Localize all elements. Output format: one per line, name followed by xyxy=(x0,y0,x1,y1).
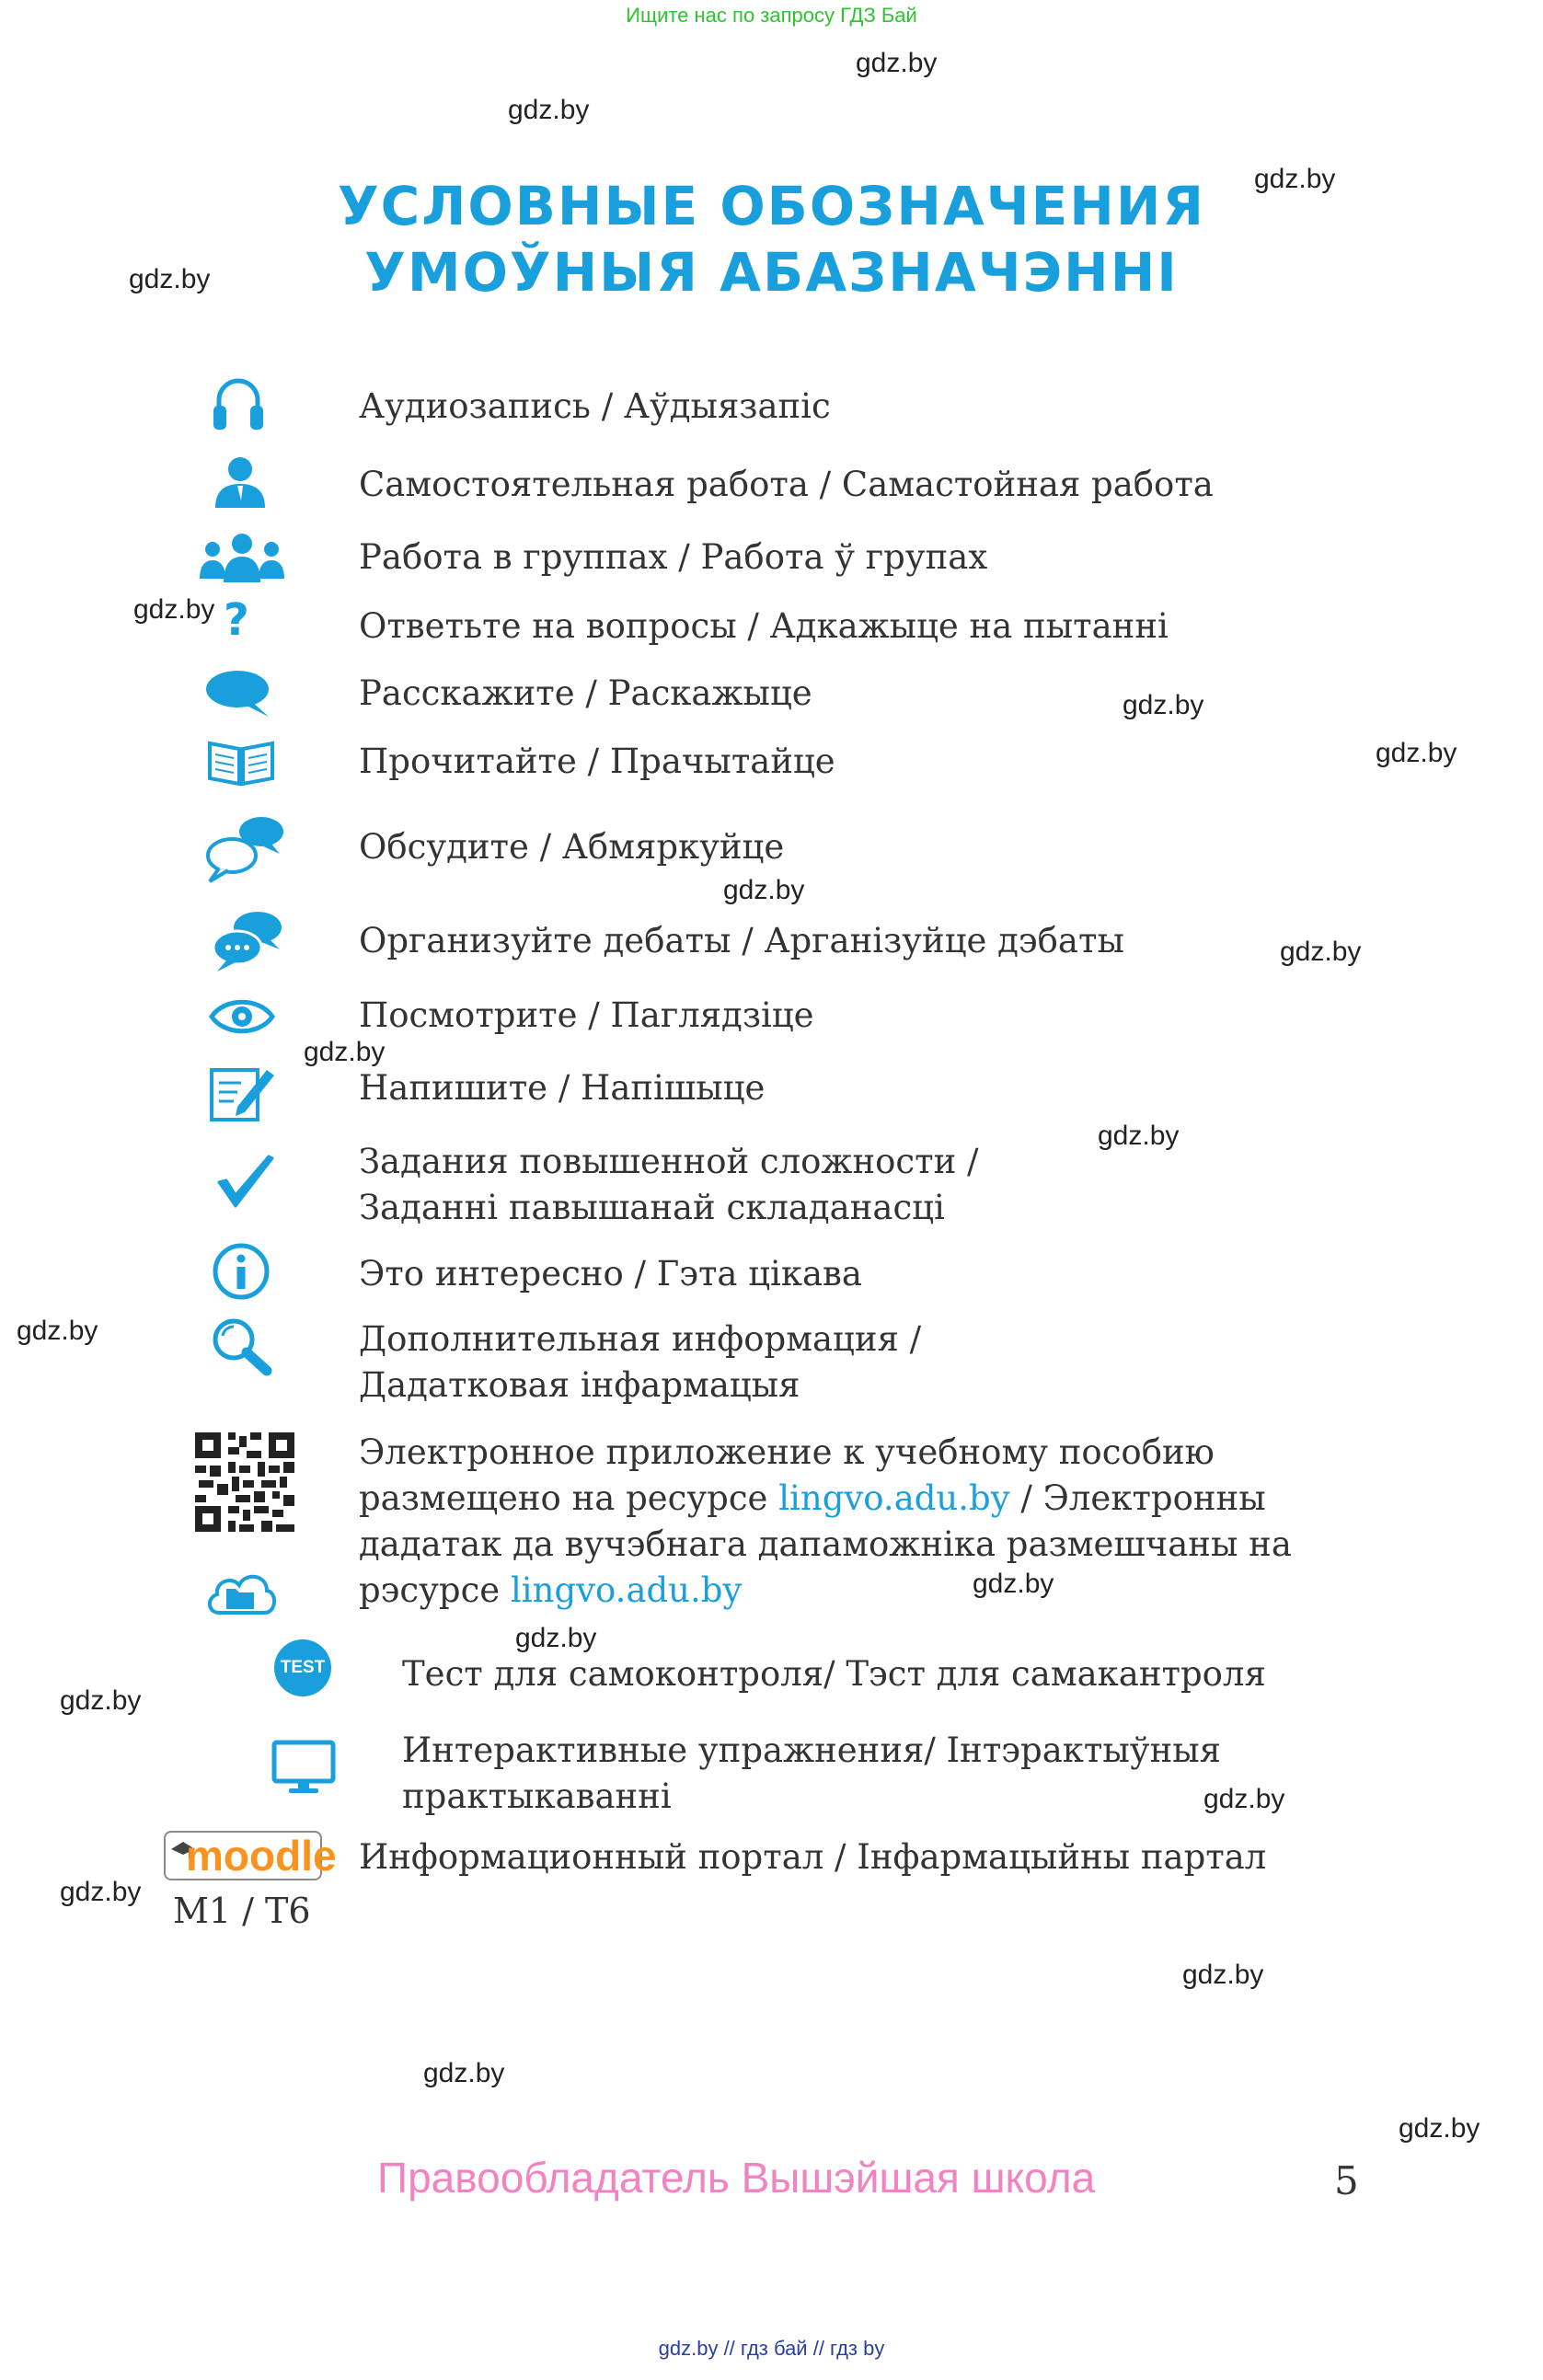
watermark: gdz.by xyxy=(60,1685,142,1716)
legend-answer: Ответьте на вопросы / Адкажыце на пытанні xyxy=(359,606,1169,646)
monitor-icon xyxy=(271,1739,337,1796)
legend-interactive-line1: Интерактивные упражнения/ Інтэрактыўныя xyxy=(402,1730,1222,1770)
bottom-links[interactable]: gdz.by // гдз бай // гдз by xyxy=(658,2337,885,2360)
watermark: gdz.by xyxy=(304,1037,386,1067)
watermark: gdz.by xyxy=(60,1877,142,1907)
watermark: gdz.by xyxy=(723,875,805,905)
watermark: gdz.by xyxy=(1399,2113,1480,2144)
watermark: gdz.by xyxy=(515,1623,597,1653)
watermark: gdz.by xyxy=(1182,1960,1264,1990)
legend-hard-line1: Задания повышенной сложности / xyxy=(359,1142,979,1181)
test-badge-icon: TEST xyxy=(274,1639,331,1696)
watermark: gdz.by xyxy=(1280,937,1362,967)
lingvo-link[interactable]: lingvo.adu.by xyxy=(778,1478,1010,1518)
legend-portal: Информационный портал / Інфармацыйны партал xyxy=(359,1837,1267,1877)
watermark: gdz.by xyxy=(17,1316,98,1346)
eye-icon xyxy=(208,994,276,1040)
watermark: gdz.by xyxy=(1203,1784,1285,1814)
copyright-owner: Правообладатель Вышэйшая школа xyxy=(377,2154,1096,2202)
watermark: gdz.by xyxy=(1098,1121,1180,1151)
legend-debate: Организуйте дебаты / Арганізуйце дэбаты xyxy=(359,921,1124,960)
legend-test: Тест для самоконтроля/ Тэст для самакантроля xyxy=(402,1654,1266,1694)
write-icon xyxy=(208,1063,276,1123)
legend-electronic-line1: Электронное приложение к учебному пособию xyxy=(359,1432,1215,1472)
watermark: gdz.by xyxy=(1376,738,1457,768)
watermark: gdz.by xyxy=(129,264,211,294)
legend-self-work: Самостоятельная работа / Самастойная работа xyxy=(359,465,1214,504)
magnifier-icon xyxy=(210,1316,274,1378)
legend-extra-line2: Дадатковая інфармацыя xyxy=(359,1365,800,1405)
watermark: gdz.by xyxy=(133,594,215,625)
legend-hard-line2: Заданні павышанай складанасці xyxy=(359,1188,945,1227)
cloud-folder-icon xyxy=(204,1561,278,1616)
page-title: УСЛОВНЫЕ ОБОЗНАЧЕНИЯ xyxy=(337,175,1206,237)
discussion-icon xyxy=(202,810,287,883)
electronic-text: рэсурсе xyxy=(359,1570,511,1610)
page-number: 5 xyxy=(1334,2158,1359,2203)
question-icon: ? xyxy=(224,594,249,646)
legend-extra-line1: Дополнительная информация / xyxy=(359,1319,922,1359)
legend-audio: Аудиозапись / Аўдыязапіс xyxy=(359,386,831,426)
watermark: gdz.by xyxy=(423,2058,505,2088)
electronic-text: / Электронны xyxy=(1009,1478,1266,1518)
legend-write: Напишите / Напішыце xyxy=(359,1068,766,1108)
lingvo-link[interactable]: lingvo.adu.by xyxy=(510,1570,743,1610)
legend-tell: Расскажите / Раскажыце xyxy=(359,673,812,713)
legend-electronic-line4 xyxy=(359,1568,742,1614)
module-code: М1 / Т6 xyxy=(173,1891,311,1931)
checkmark-icon xyxy=(215,1155,276,1212)
group-icon xyxy=(196,531,288,582)
legend-interesting: Это интересно / Гэта цікава xyxy=(359,1254,862,1293)
search-hint: Ищите нас по запросу ГДЗ Бай xyxy=(626,4,917,27)
legend-electronic-line2 xyxy=(359,1476,1266,1522)
legend-electronic-line3: дадатак да вучэбнага дапаможніка размешчаны на xyxy=(359,1524,1292,1564)
watermark: gdz.by xyxy=(856,48,938,78)
legend-read: Прочитайте / Прачытайце xyxy=(359,742,835,781)
legend-group-work: Работа в группах / Работа ў групах xyxy=(359,537,988,577)
debate-icon xyxy=(210,909,285,973)
speech-bubble-icon xyxy=(204,667,274,719)
legend-watch: Посмотрите / Паглядзіце xyxy=(359,995,814,1035)
moodle-wordmark: moodle xyxy=(186,1832,337,1880)
legend-discuss: Обсудите / Абмяркуйце xyxy=(359,827,785,867)
page-subtitle: УМОЎНЫЯ АБАЗНАЧЭННІ xyxy=(364,241,1179,304)
legend-interactive-line2: практыкаванні xyxy=(402,1776,672,1816)
book-icon xyxy=(204,736,278,788)
person-icon xyxy=(212,453,269,510)
watermark: gdz.by xyxy=(973,1569,1054,1599)
info-icon xyxy=(212,1242,271,1301)
qr-code-icon xyxy=(195,1432,294,1532)
watermark: gdz.by xyxy=(1254,164,1336,194)
watermark: gdz.by xyxy=(508,95,590,125)
moodle-logo xyxy=(164,1831,337,1880)
electronic-text: размещено на ресурсе xyxy=(359,1478,779,1518)
headphones-icon xyxy=(208,373,269,433)
watermark: gdz.by xyxy=(1123,690,1204,720)
